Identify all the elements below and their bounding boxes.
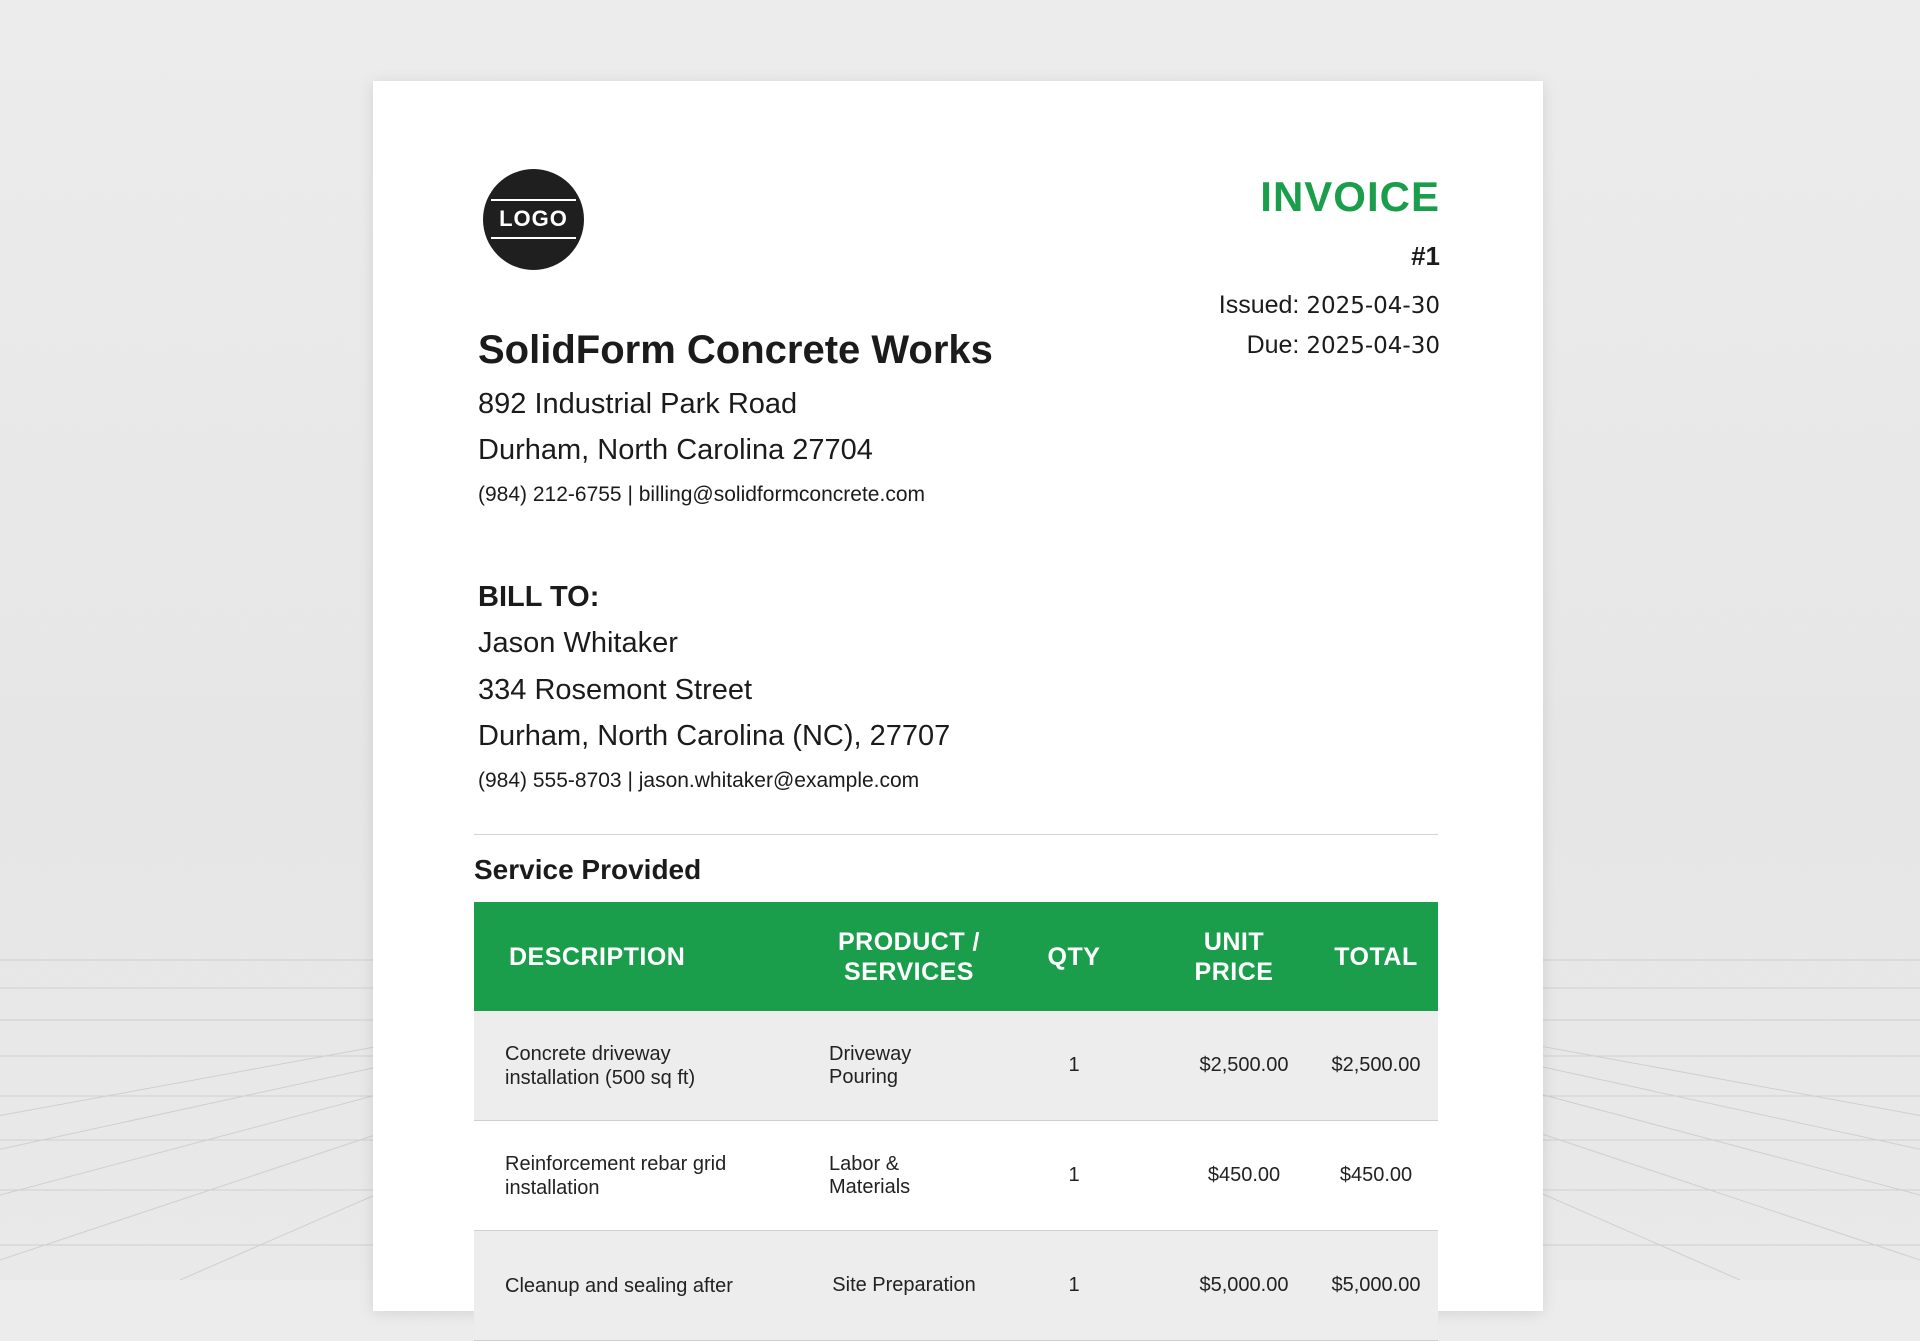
row-desc-line1: Reinforcement rebar grid bbox=[505, 1152, 727, 1175]
header-product-line1: PRODUCT / bbox=[838, 927, 980, 956]
header-unit-line1: UNIT bbox=[1203, 927, 1265, 956]
table-row bbox=[474, 1011, 1438, 1121]
logo-text: LOGO bbox=[499, 206, 568, 231]
row-desc-line1: Concrete driveway bbox=[505, 1042, 671, 1065]
row-qty: 1 bbox=[1068, 1274, 1080, 1296]
invoice-number: #1 bbox=[1411, 241, 1440, 271]
due-date bbox=[1247, 331, 1440, 360]
table-header bbox=[474, 902, 1438, 1011]
row-desc-line2: installation (500 sq ft) bbox=[505, 1066, 696, 1089]
row-product: Site Preparation bbox=[832, 1274, 976, 1296]
header-product bbox=[834, 902, 984, 1011]
logo-rule-bottom bbox=[491, 237, 576, 239]
row-description bbox=[505, 1121, 765, 1230]
table-row bbox=[474, 1231, 1438, 1341]
row-product: Labor & Materials bbox=[829, 1152, 911, 1198]
company-contact: (984) 212-6755 | billing@solidformconcrete.com bbox=[478, 483, 925, 506]
row-product: Driveway Pouring bbox=[829, 1042, 912, 1088]
row-unit-price: $2,500.00 bbox=[1199, 1054, 1289, 1076]
row-description bbox=[505, 1011, 765, 1120]
due-value: 2025-04-30 bbox=[1306, 333, 1440, 359]
bill-to-label: BILL TO: bbox=[478, 581, 600, 613]
header-total: TOTAL bbox=[1334, 942, 1418, 971]
company-address-line1: 892 Industrial Park Road bbox=[478, 388, 798, 420]
section-title: Service Provided bbox=[474, 854, 702, 885]
bill-to-contact: (984) 555-8703 | jason.whitaker@example.com bbox=[478, 769, 920, 792]
company-address-line2: Durham, North Carolina 27704 bbox=[478, 434, 873, 466]
logo-rule-top bbox=[491, 199, 576, 201]
header-description: DESCRIPTION bbox=[509, 942, 686, 971]
row-desc-line1: Cleanup and sealing after bbox=[505, 1274, 733, 1297]
row-qty: 1 bbox=[1068, 1164, 1080, 1186]
invoice-title: INVOICE bbox=[1260, 173, 1440, 220]
row-desc-line2: installation bbox=[505, 1176, 600, 1199]
row-total: $2,500.00 bbox=[1331, 1054, 1421, 1076]
row-qty: 1 bbox=[1068, 1054, 1080, 1076]
row-description bbox=[505, 1231, 765, 1340]
bill-to-name: Jason Whitaker bbox=[478, 627, 678, 659]
section-divider bbox=[474, 834, 1438, 835]
bill-to-address-line1: 334 Rosemont Street bbox=[478, 674, 753, 706]
invoice-paper bbox=[373, 81, 1543, 1311]
row-unit-price: $5,000.00 bbox=[1199, 1274, 1289, 1296]
header-qty: QTY bbox=[1047, 942, 1101, 971]
issued-date bbox=[1219, 291, 1440, 320]
issued-value: 2025-04-30 bbox=[1306, 293, 1440, 319]
row-total: $5,000.00 bbox=[1331, 1274, 1421, 1296]
row-unit-price: $450.00 bbox=[1207, 1164, 1281, 1186]
row-total: $450.00 bbox=[1339, 1164, 1413, 1186]
services-table bbox=[474, 902, 1438, 1341]
header-product-line2: SERVICES bbox=[844, 957, 974, 986]
table-row bbox=[474, 1121, 1438, 1231]
issued-label: Issued: bbox=[1218, 291, 1300, 319]
header-unit-price bbox=[1174, 902, 1294, 1011]
bill-to-address-line2: Durham, North Carolina (NC), 27707 bbox=[478, 720, 951, 752]
company-name: SolidForm Concrete Works bbox=[478, 328, 993, 372]
due-label: Due: bbox=[1246, 331, 1300, 359]
company-logo bbox=[483, 169, 584, 270]
header-unit-line2: PRICE bbox=[1194, 957, 1274, 986]
